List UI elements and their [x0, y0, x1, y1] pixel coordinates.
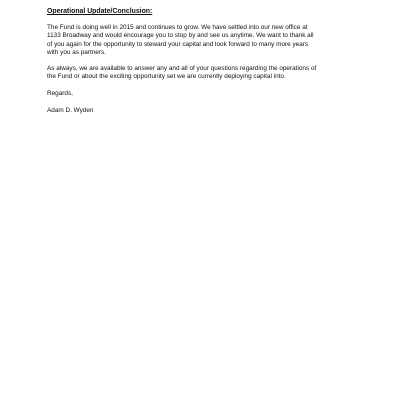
section-heading: Operational Update/Conclusion: — [47, 8, 153, 15]
paragraph-operational-update: The Fund is doing well in 2015 and continues to grow. We have settled into our new office at 1133 Broadway and would encourage you to stop by and see us anytime. We want to thank all of you again for the opportunity to steward your capital and look forward to many more years with you as partners. — [47, 24, 314, 56]
closing-salutation: Regards, — [47, 89, 73, 97]
signature-name: Adam D. Wyden — [47, 107, 94, 115]
paragraph-availability: As always, we are available to answer any and all of your questions regarding the operations of the Fund or about the exciting opportunity set we are currently deploying capital into. — [47, 65, 317, 81]
letter-body — [47, 7, 367, 115]
